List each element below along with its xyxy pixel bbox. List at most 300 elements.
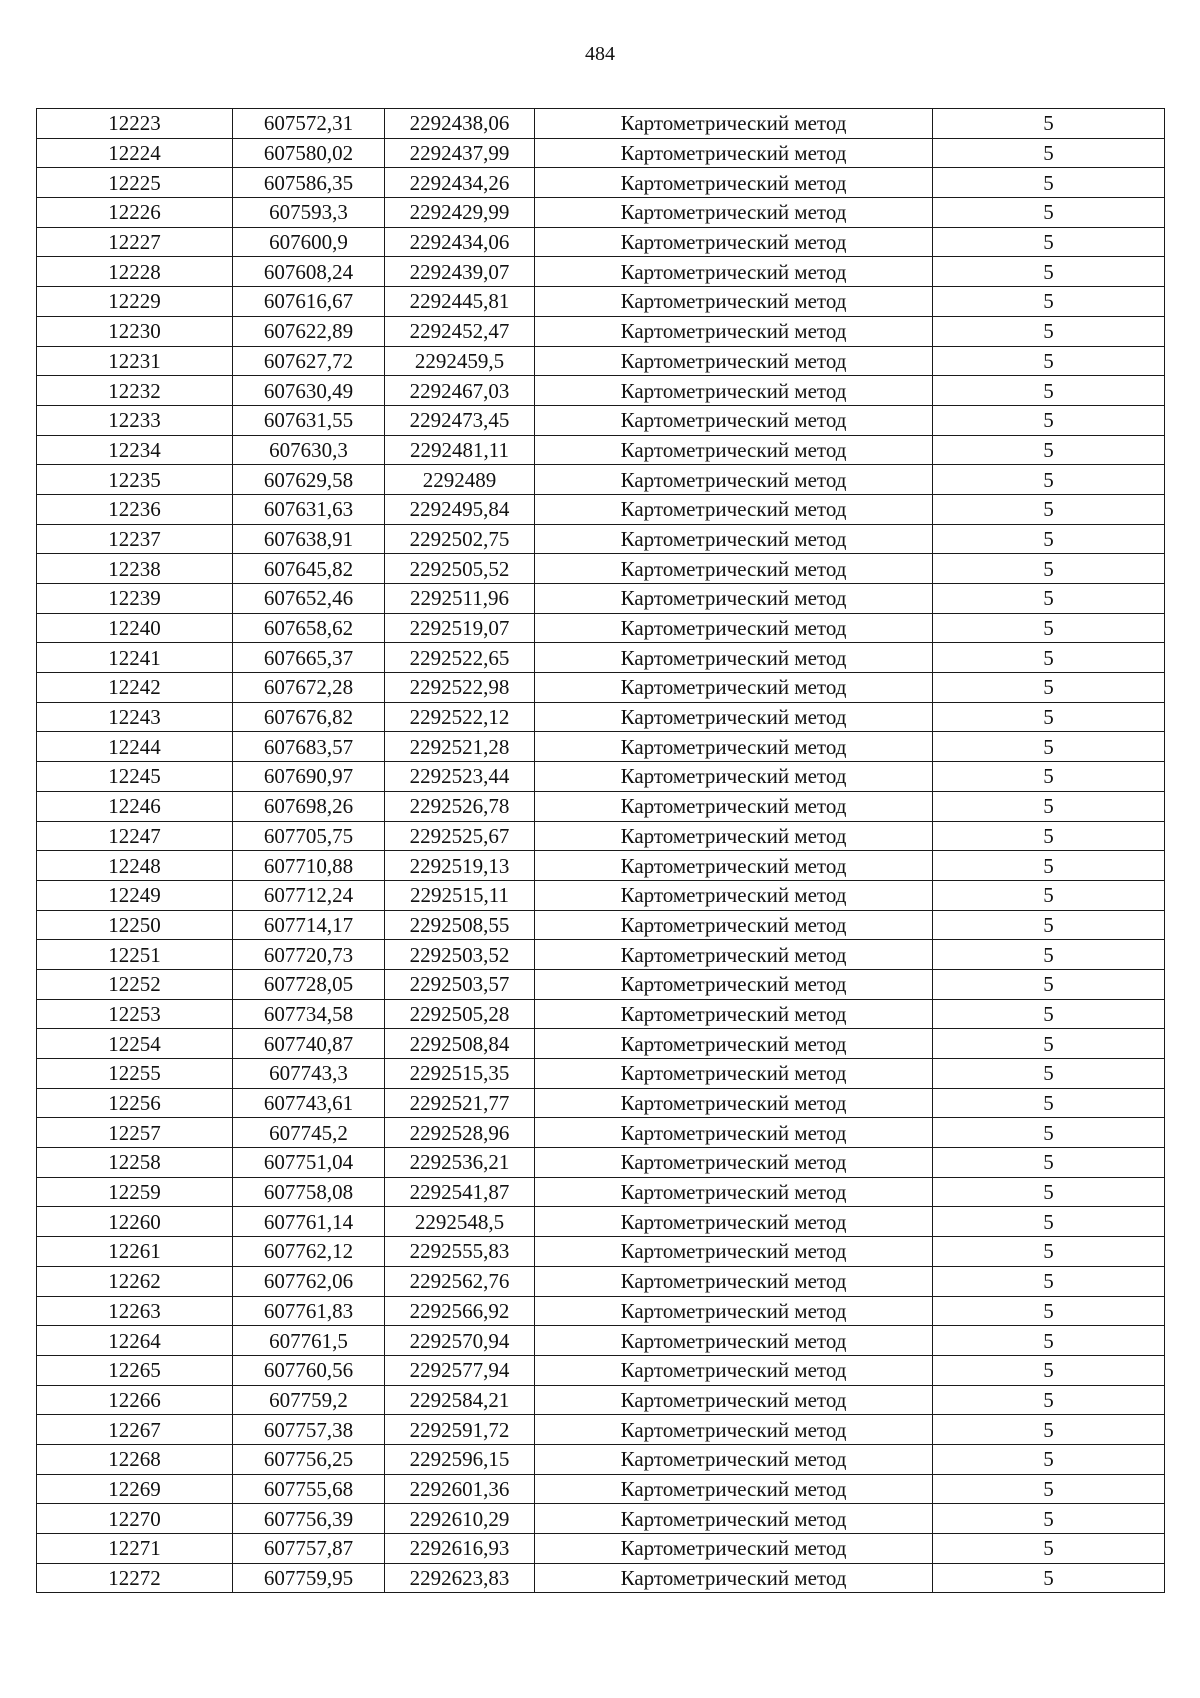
table-row [37, 198, 1165, 228]
method-cell: Картометрический метод [535, 1385, 933, 1415]
method-cell: Картометрический метод [535, 287, 933, 317]
accuracy-cell: 5 [933, 1148, 1165, 1178]
x-coordinate-cell: 607728,05 [233, 969, 385, 999]
point-number-cell: 12262 [37, 1266, 233, 1296]
x-coordinate-cell: 607698,26 [233, 791, 385, 821]
x-coordinate-cell: 607631,63 [233, 494, 385, 524]
point-number-cell: 12240 [37, 613, 233, 643]
method-cell: Картометрический метод [535, 1474, 933, 1504]
point-number-cell: 12228 [37, 257, 233, 287]
method-cell: Картометрический метод [535, 1534, 933, 1564]
table-row [37, 940, 1165, 970]
y-coordinate-cell: 2292541,87 [385, 1177, 535, 1207]
x-coordinate-cell: 607630,49 [233, 376, 385, 406]
accuracy-cell: 5 [933, 1177, 1165, 1207]
point-number-cell: 12248 [37, 851, 233, 881]
accuracy-cell: 5 [933, 1296, 1165, 1326]
point-number-cell: 12223 [37, 109, 233, 139]
y-coordinate-cell: 2292481,11 [385, 435, 535, 465]
method-cell: Картометрический метод [535, 910, 933, 940]
y-coordinate-cell: 2292508,84 [385, 1029, 535, 1059]
x-coordinate-cell: 607665,37 [233, 643, 385, 673]
y-coordinate-cell: 2292521,77 [385, 1088, 535, 1118]
accuracy-cell: 5 [933, 791, 1165, 821]
point-number-cell: 12258 [37, 1148, 233, 1178]
point-number-cell: 12252 [37, 969, 233, 999]
point-number-cell: 12227 [37, 227, 233, 257]
method-cell: Картометрический метод [535, 999, 933, 1029]
point-number-cell: 12237 [37, 524, 233, 554]
point-number-cell: 12238 [37, 554, 233, 584]
x-coordinate-cell: 607712,24 [233, 880, 385, 910]
accuracy-cell: 5 [933, 257, 1165, 287]
point-number-cell: 12239 [37, 584, 233, 614]
method-cell: Картометрический метод [535, 257, 933, 287]
method-cell: Картометрический метод [535, 1148, 933, 1178]
method-cell: Картометрический метод [535, 138, 933, 168]
accuracy-cell: 5 [933, 1474, 1165, 1504]
method-cell: Картометрический метод [535, 1177, 933, 1207]
x-coordinate-cell: 607720,73 [233, 940, 385, 970]
table-row [37, 1534, 1165, 1564]
table-row [37, 910, 1165, 940]
accuracy-cell: 5 [933, 198, 1165, 228]
y-coordinate-cell: 2292566,92 [385, 1296, 535, 1326]
point-number-cell: 12241 [37, 643, 233, 673]
point-number-cell: 12271 [37, 1534, 233, 1564]
accuracy-cell: 5 [933, 465, 1165, 495]
x-coordinate-cell: 607652,46 [233, 584, 385, 614]
y-coordinate-cell: 2292522,98 [385, 673, 535, 703]
point-number-cell: 12247 [37, 821, 233, 851]
point-number-cell: 12251 [37, 940, 233, 970]
point-number-cell: 12233 [37, 405, 233, 435]
y-coordinate-cell: 2292548,5 [385, 1207, 535, 1237]
y-coordinate-cell: 2292505,52 [385, 554, 535, 584]
y-coordinate-cell: 2292601,36 [385, 1474, 535, 1504]
method-cell: Картометрический метод [535, 1266, 933, 1296]
table-row [37, 405, 1165, 435]
point-number-cell: 12236 [37, 494, 233, 524]
x-coordinate-cell: 607761,83 [233, 1296, 385, 1326]
method-cell: Картометрический метод [535, 1237, 933, 1267]
point-number-cell: 12234 [37, 435, 233, 465]
table-row [37, 138, 1165, 168]
table-row [37, 1444, 1165, 1474]
accuracy-cell: 5 [933, 1444, 1165, 1474]
y-coordinate-cell: 2292452,47 [385, 316, 535, 346]
table-row [37, 969, 1165, 999]
accuracy-cell: 5 [933, 851, 1165, 881]
y-coordinate-cell: 2292616,93 [385, 1534, 535, 1564]
y-coordinate-cell: 2292495,84 [385, 494, 535, 524]
table-row [37, 791, 1165, 821]
point-number-cell: 12265 [37, 1355, 233, 1385]
table-row [37, 821, 1165, 851]
x-coordinate-cell: 607762,06 [233, 1266, 385, 1296]
table-row [37, 227, 1165, 257]
method-cell: Картометрический метод [535, 376, 933, 406]
x-coordinate-cell: 607758,08 [233, 1177, 385, 1207]
method-cell: Картометрический метод [535, 227, 933, 257]
x-coordinate-cell: 607672,28 [233, 673, 385, 703]
x-coordinate-cell: 607629,58 [233, 465, 385, 495]
x-coordinate-cell: 607622,89 [233, 316, 385, 346]
table-row [37, 1207, 1165, 1237]
y-coordinate-cell: 2292511,96 [385, 584, 535, 614]
y-coordinate-cell: 2292570,94 [385, 1326, 535, 1356]
table-row [37, 376, 1165, 406]
y-coordinate-cell: 2292528,96 [385, 1118, 535, 1148]
point-number-cell: 12254 [37, 1029, 233, 1059]
point-number-cell: 12255 [37, 1059, 233, 1089]
x-coordinate-cell: 607580,02 [233, 138, 385, 168]
method-cell: Картометрический метод [535, 346, 933, 376]
y-coordinate-cell: 2292503,57 [385, 969, 535, 999]
point-number-cell: 12261 [37, 1237, 233, 1267]
y-coordinate-cell: 2292577,94 [385, 1355, 535, 1385]
method-cell: Картометрический метод [535, 702, 933, 732]
method-cell: Картометрический метод [535, 524, 933, 554]
method-cell: Картометрический метод [535, 1444, 933, 1474]
table-row [37, 109, 1165, 139]
x-coordinate-cell: 607683,57 [233, 732, 385, 762]
x-coordinate-cell: 607627,72 [233, 346, 385, 376]
accuracy-cell: 5 [933, 702, 1165, 732]
accuracy-cell: 5 [933, 1059, 1165, 1089]
accuracy-cell: 5 [933, 673, 1165, 703]
table-row [37, 1059, 1165, 1089]
x-coordinate-cell: 607757,38 [233, 1415, 385, 1445]
table-row [37, 762, 1165, 792]
accuracy-cell: 5 [933, 376, 1165, 406]
y-coordinate-cell: 2292519,13 [385, 851, 535, 881]
y-coordinate-cell: 2292503,52 [385, 940, 535, 970]
accuracy-cell: 5 [933, 287, 1165, 317]
method-cell: Картометрический метод [535, 109, 933, 139]
accuracy-cell: 5 [933, 940, 1165, 970]
table-row [37, 1563, 1165, 1593]
coordinates-table-body [37, 109, 1165, 1593]
table-row [37, 702, 1165, 732]
x-coordinate-cell: 607762,12 [233, 1237, 385, 1267]
table-row [37, 1326, 1165, 1356]
point-number-cell: 12256 [37, 1088, 233, 1118]
y-coordinate-cell: 2292439,07 [385, 257, 535, 287]
accuracy-cell: 5 [933, 1207, 1165, 1237]
point-number-cell: 12231 [37, 346, 233, 376]
x-coordinate-cell: 607638,91 [233, 524, 385, 554]
x-coordinate-cell: 607756,39 [233, 1504, 385, 1534]
table-row [37, 287, 1165, 317]
method-cell: Картометрический метод [535, 1059, 933, 1089]
method-cell: Картометрический метод [535, 1326, 933, 1356]
point-number-cell: 12229 [37, 287, 233, 317]
method-cell: Картометрический метод [535, 435, 933, 465]
method-cell: Картометрический метод [535, 1296, 933, 1326]
method-cell: Картометрический метод [535, 880, 933, 910]
table-row [37, 732, 1165, 762]
x-coordinate-cell: 607743,3 [233, 1059, 385, 1089]
point-number-cell: 12259 [37, 1177, 233, 1207]
accuracy-cell: 5 [933, 643, 1165, 673]
point-number-cell: 12268 [37, 1444, 233, 1474]
y-coordinate-cell: 2292438,06 [385, 109, 535, 139]
y-coordinate-cell: 2292508,55 [385, 910, 535, 940]
y-coordinate-cell: 2292434,26 [385, 168, 535, 198]
accuracy-cell: 5 [933, 316, 1165, 346]
x-coordinate-cell: 607745,2 [233, 1118, 385, 1148]
table-row [37, 851, 1165, 881]
y-coordinate-cell: 2292555,83 [385, 1237, 535, 1267]
accuracy-cell: 5 [933, 1266, 1165, 1296]
table-row [37, 613, 1165, 643]
accuracy-cell: 5 [933, 138, 1165, 168]
x-coordinate-cell: 607690,97 [233, 762, 385, 792]
x-coordinate-cell: 607705,75 [233, 821, 385, 851]
point-number-cell: 12246 [37, 791, 233, 821]
point-number-cell: 12269 [37, 1474, 233, 1504]
y-coordinate-cell: 2292522,65 [385, 643, 535, 673]
point-number-cell: 12226 [37, 198, 233, 228]
method-cell: Картометрический метод [535, 494, 933, 524]
method-cell: Картометрический метод [535, 732, 933, 762]
point-number-cell: 12253 [37, 999, 233, 1029]
method-cell: Картометрический метод [535, 673, 933, 703]
point-number-cell: 12272 [37, 1563, 233, 1593]
point-number-cell: 12264 [37, 1326, 233, 1356]
table-row [37, 1148, 1165, 1178]
y-coordinate-cell: 2292521,28 [385, 732, 535, 762]
accuracy-cell: 5 [933, 1415, 1165, 1445]
table-row [37, 168, 1165, 198]
point-number-cell: 12250 [37, 910, 233, 940]
table-row [37, 494, 1165, 524]
table-row [37, 1237, 1165, 1267]
accuracy-cell: 5 [933, 999, 1165, 1029]
method-cell: Картометрический метод [535, 762, 933, 792]
x-coordinate-cell: 607710,88 [233, 851, 385, 881]
table-row [37, 1296, 1165, 1326]
method-cell: Картометрический метод [535, 791, 933, 821]
point-number-cell: 12249 [37, 880, 233, 910]
point-number-cell: 12267 [37, 1415, 233, 1445]
method-cell: Картометрический метод [535, 1029, 933, 1059]
point-number-cell: 12232 [37, 376, 233, 406]
x-coordinate-cell: 607630,3 [233, 435, 385, 465]
x-coordinate-cell: 607586,35 [233, 168, 385, 198]
x-coordinate-cell: 607751,04 [233, 1148, 385, 1178]
x-coordinate-cell: 607600,9 [233, 227, 385, 257]
y-coordinate-cell: 2292515,11 [385, 880, 535, 910]
point-number-cell: 12257 [37, 1118, 233, 1148]
y-coordinate-cell: 2292562,76 [385, 1266, 535, 1296]
y-coordinate-cell: 2292437,99 [385, 138, 535, 168]
x-coordinate-cell: 607757,87 [233, 1534, 385, 1564]
x-coordinate-cell: 607645,82 [233, 554, 385, 584]
point-number-cell: 12230 [37, 316, 233, 346]
table-row [37, 435, 1165, 465]
y-coordinate-cell: 2292445,81 [385, 287, 535, 317]
method-cell: Картометрический метод [535, 1088, 933, 1118]
point-number-cell: 12225 [37, 168, 233, 198]
table-row [37, 257, 1165, 287]
x-coordinate-cell: 607755,68 [233, 1474, 385, 1504]
accuracy-cell: 5 [933, 584, 1165, 614]
y-coordinate-cell: 2292596,15 [385, 1444, 535, 1474]
x-coordinate-cell: 607759,2 [233, 1385, 385, 1415]
table-row [37, 524, 1165, 554]
page-number: 484 [585, 43, 615, 65]
point-number-cell: 12270 [37, 1504, 233, 1534]
table-row [37, 643, 1165, 673]
x-coordinate-cell: 607616,67 [233, 287, 385, 317]
accuracy-cell: 5 [933, 1088, 1165, 1118]
y-coordinate-cell: 2292467,03 [385, 376, 535, 406]
table-row [37, 999, 1165, 1029]
table-row [37, 1415, 1165, 1445]
y-coordinate-cell: 2292526,78 [385, 791, 535, 821]
point-number-cell: 12242 [37, 673, 233, 703]
x-coordinate-cell: 607760,56 [233, 1355, 385, 1385]
y-coordinate-cell: 2292623,83 [385, 1563, 535, 1593]
table-row [37, 465, 1165, 495]
method-cell: Картометрический метод [535, 643, 933, 673]
y-coordinate-cell: 2292502,75 [385, 524, 535, 554]
method-cell: Картометрический метод [535, 1355, 933, 1385]
accuracy-cell: 5 [933, 880, 1165, 910]
accuracy-cell: 5 [933, 1504, 1165, 1534]
accuracy-cell: 5 [933, 109, 1165, 139]
accuracy-cell: 5 [933, 227, 1165, 257]
accuracy-cell: 5 [933, 1029, 1165, 1059]
method-cell: Картометрический метод [535, 940, 933, 970]
accuracy-cell: 5 [933, 1385, 1165, 1415]
point-number-cell: 12244 [37, 732, 233, 762]
y-coordinate-cell: 2292505,28 [385, 999, 535, 1029]
accuracy-cell: 5 [933, 1237, 1165, 1267]
table-row [37, 1355, 1165, 1385]
y-coordinate-cell: 2292610,29 [385, 1504, 535, 1534]
method-cell: Картометрический метод [535, 851, 933, 881]
method-cell: Картометрический метод [535, 969, 933, 999]
method-cell: Картометрический метод [535, 1118, 933, 1148]
point-number-cell: 12266 [37, 1385, 233, 1415]
y-coordinate-cell: 2292584,21 [385, 1385, 535, 1415]
accuracy-cell: 5 [933, 1534, 1165, 1564]
accuracy-cell: 5 [933, 910, 1165, 940]
accuracy-cell: 5 [933, 969, 1165, 999]
x-coordinate-cell: 607658,62 [233, 613, 385, 643]
y-coordinate-cell: 2292523,44 [385, 762, 535, 792]
method-cell: Картометрический метод [535, 584, 933, 614]
table-row [37, 1118, 1165, 1148]
method-cell: Картометрический метод [535, 821, 933, 851]
table-row [37, 1266, 1165, 1296]
accuracy-cell: 5 [933, 1355, 1165, 1385]
point-number-cell: 12263 [37, 1296, 233, 1326]
accuracy-cell: 5 [933, 405, 1165, 435]
y-coordinate-cell: 2292459,5 [385, 346, 535, 376]
table-row [37, 1177, 1165, 1207]
accuracy-cell: 5 [933, 168, 1165, 198]
y-coordinate-cell: 2292536,21 [385, 1148, 535, 1178]
accuracy-cell: 5 [933, 821, 1165, 851]
table-row [37, 346, 1165, 376]
method-cell: Картометрический метод [535, 405, 933, 435]
y-coordinate-cell: 2292434,06 [385, 227, 535, 257]
accuracy-cell: 5 [933, 762, 1165, 792]
x-coordinate-cell: 607761,14 [233, 1207, 385, 1237]
accuracy-cell: 5 [933, 524, 1165, 554]
table-row [37, 880, 1165, 910]
accuracy-cell: 5 [933, 613, 1165, 643]
accuracy-cell: 5 [933, 1118, 1165, 1148]
point-number-cell: 12260 [37, 1207, 233, 1237]
accuracy-cell: 5 [933, 435, 1165, 465]
accuracy-cell: 5 [933, 346, 1165, 376]
accuracy-cell: 5 [933, 554, 1165, 584]
table-row [37, 1029, 1165, 1059]
table-row [37, 316, 1165, 346]
table-row [37, 1088, 1165, 1118]
y-coordinate-cell: 2292522,12 [385, 702, 535, 732]
method-cell: Картометрический метод [535, 1504, 933, 1534]
x-coordinate-cell: 607593,3 [233, 198, 385, 228]
accuracy-cell: 5 [933, 1326, 1165, 1356]
method-cell: Картометрический метод [535, 465, 933, 495]
x-coordinate-cell: 607740,87 [233, 1029, 385, 1059]
table-row [37, 584, 1165, 614]
table-row [37, 554, 1165, 584]
method-cell: Картометрический метод [535, 316, 933, 346]
table-row [37, 1474, 1165, 1504]
point-number-cell: 12224 [37, 138, 233, 168]
y-coordinate-cell: 2292473,45 [385, 405, 535, 435]
method-cell: Картометрический метод [535, 1207, 933, 1237]
x-coordinate-cell: 607756,25 [233, 1444, 385, 1474]
y-coordinate-cell: 2292525,67 [385, 821, 535, 851]
y-coordinate-cell: 2292519,07 [385, 613, 535, 643]
x-coordinate-cell: 607676,82 [233, 702, 385, 732]
table-row [37, 1504, 1165, 1534]
point-number-cell: 12245 [37, 762, 233, 792]
method-cell: Картометрический метод [535, 168, 933, 198]
y-coordinate-cell: 2292489 [385, 465, 535, 495]
accuracy-cell: 5 [933, 732, 1165, 762]
accuracy-cell: 5 [933, 1563, 1165, 1593]
point-number-cell: 12235 [37, 465, 233, 495]
method-cell: Картометрический метод [535, 1415, 933, 1445]
coordinates-table [36, 108, 1165, 1593]
table-row [37, 1385, 1165, 1415]
x-coordinate-cell: 607759,95 [233, 1563, 385, 1593]
point-number-cell: 12243 [37, 702, 233, 732]
x-coordinate-cell: 607631,55 [233, 405, 385, 435]
method-cell: Картометрический метод [535, 613, 933, 643]
method-cell: Картометрический метод [535, 198, 933, 228]
table-row [37, 673, 1165, 703]
x-coordinate-cell: 607572,31 [233, 109, 385, 139]
method-cell: Картометрический метод [535, 554, 933, 584]
x-coordinate-cell: 607761,5 [233, 1326, 385, 1356]
y-coordinate-cell: 2292591,72 [385, 1415, 535, 1445]
accuracy-cell: 5 [933, 494, 1165, 524]
y-coordinate-cell: 2292515,35 [385, 1059, 535, 1089]
x-coordinate-cell: 607743,61 [233, 1088, 385, 1118]
x-coordinate-cell: 607608,24 [233, 257, 385, 287]
x-coordinate-cell: 607734,58 [233, 999, 385, 1029]
